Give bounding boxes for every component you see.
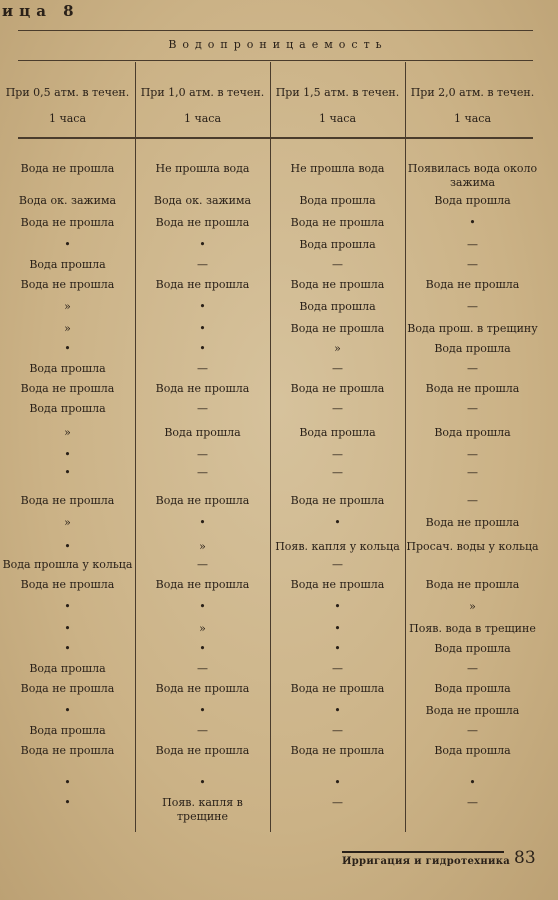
table-cell: Вода не прошла xyxy=(20,578,115,591)
table-cell: — xyxy=(467,238,478,251)
table-cell: Просач. воды у кольца xyxy=(406,540,539,553)
table-cell: Вода ок. зажима xyxy=(18,194,117,207)
table-cell: • xyxy=(199,704,206,717)
table-row xyxy=(0,704,540,726)
table-cell: • xyxy=(64,342,71,355)
table-cell: Вода не прошла xyxy=(20,216,115,229)
table-row xyxy=(0,258,540,280)
table-cell: • xyxy=(199,776,206,789)
table-row xyxy=(0,300,540,322)
table-cell: » xyxy=(64,300,71,313)
table-row xyxy=(0,682,540,704)
title-rule xyxy=(18,60,533,61)
table-cell: Не прошла вода xyxy=(155,162,250,175)
table-cell: Вода прошла xyxy=(29,402,106,415)
table-cell: — xyxy=(197,258,208,271)
table-cell: • xyxy=(64,600,71,613)
table-row xyxy=(0,162,540,189)
table-cell: Вода не прошла xyxy=(155,682,250,695)
footer-rule xyxy=(342,851,504,853)
table-cell: Вода не прошла xyxy=(155,382,250,395)
table-cell: — xyxy=(467,724,478,737)
table-cell: • xyxy=(334,622,341,635)
table-cell: » xyxy=(64,322,71,335)
table-cell: » xyxy=(199,622,206,635)
table-cell: Вода не прошла xyxy=(290,682,385,695)
table-cell: Вода ок. зажима xyxy=(153,194,252,207)
table-cell: • xyxy=(199,322,206,335)
table-cell: — xyxy=(467,494,478,507)
table-cell: Вода прошла xyxy=(29,662,106,675)
table-cell: Вода не прошла xyxy=(425,704,520,717)
table-row xyxy=(0,278,540,300)
table-cell: — xyxy=(467,258,478,271)
table-cell: Вода не прошла xyxy=(290,216,385,229)
table-cell: — xyxy=(467,402,478,415)
table-cell: — xyxy=(467,662,478,675)
column-header-0-5-atm: При 0,5 атм. в течен. 1 часа xyxy=(5,86,130,125)
table-cell: • xyxy=(199,516,206,529)
table-cell: • xyxy=(64,466,71,479)
table-row xyxy=(0,382,540,404)
table-cell: Вода не прошла xyxy=(155,578,250,591)
table-cell: » xyxy=(64,516,71,529)
table-cell: • xyxy=(64,448,71,461)
table-cell: Вода не прошла xyxy=(20,278,115,291)
table-cell: Вода не прошла xyxy=(20,162,115,175)
table-cell: — xyxy=(332,466,343,479)
table-cell: • xyxy=(199,342,206,355)
table-row xyxy=(0,622,540,644)
table-cell: Вода прошла xyxy=(434,642,511,655)
table-cell: — xyxy=(197,362,208,375)
table-cell: Не прошла вода xyxy=(290,162,385,175)
table-row xyxy=(0,238,540,260)
table-cell: Вода прошла xyxy=(164,426,241,439)
table-cell: Вода не прошла xyxy=(20,744,115,757)
table-row xyxy=(0,744,540,766)
table-cell: » xyxy=(64,426,71,439)
table-row xyxy=(0,322,540,344)
table-row xyxy=(0,516,540,538)
table-row xyxy=(0,724,540,746)
table-cell: Вода не прошла xyxy=(155,494,250,507)
table-cell: • xyxy=(199,600,206,613)
table-cell: — xyxy=(467,466,478,479)
table-cell: Вода прошла xyxy=(299,238,376,251)
table-cell: Вода прошла xyxy=(299,194,376,207)
table-title: Водопроницаемость xyxy=(168,38,388,51)
table-row xyxy=(0,662,540,684)
table-cell: Вода прошла у кольца xyxy=(2,558,133,571)
table-cell: » xyxy=(199,540,206,553)
table-number-fragment: ица 8 xyxy=(2,2,80,20)
table-cell: Вода не прошла xyxy=(20,682,115,695)
table-cell: — xyxy=(467,796,478,809)
table-cell: Вода не прошла xyxy=(425,278,520,291)
table-cell: • xyxy=(469,216,476,229)
table-row xyxy=(0,342,540,364)
table-cell: • xyxy=(469,776,476,789)
table-cell: — xyxy=(467,362,478,375)
table-cell: Вода не прошла xyxy=(290,578,385,591)
table-row xyxy=(0,776,540,798)
table-row xyxy=(0,402,540,424)
journal-title: Ирригация и гидротехника xyxy=(342,856,511,867)
table-cell: » xyxy=(334,342,341,355)
table-row xyxy=(0,466,540,488)
table-cell: — xyxy=(197,402,208,415)
header-bottom-rule xyxy=(18,137,533,139)
table-cell: • xyxy=(64,704,71,717)
table-cell: Вода прошла xyxy=(434,744,511,757)
table-row xyxy=(0,194,540,216)
table-cell: Вода не прошла xyxy=(425,516,520,529)
table-cell: Вода не прошла xyxy=(290,744,385,757)
table-cell: Вода не прошла xyxy=(290,494,385,507)
table-cell: — xyxy=(332,448,343,461)
table-row xyxy=(0,578,540,600)
table-cell: — xyxy=(332,558,343,571)
table-cell: • xyxy=(64,776,71,789)
table-cell: Появ. капля у кольца xyxy=(275,540,400,553)
table-cell: — xyxy=(332,724,343,737)
table-row xyxy=(0,426,540,448)
table-row xyxy=(0,494,540,516)
table-cell: Вода не прошла xyxy=(290,322,385,335)
table-cell: Вода не прошла xyxy=(425,382,520,395)
table-cell: — xyxy=(332,662,343,675)
table-cell: — xyxy=(332,402,343,415)
table-cell: — xyxy=(197,558,208,571)
table-cell: Вода не прошла xyxy=(155,278,250,291)
column-header-1-5-atm: При 1,5 атм. в течен. 1 часа xyxy=(275,86,400,125)
table-cell: • xyxy=(64,642,71,655)
table-cell: Появ. вода в трещине xyxy=(409,622,536,635)
table-cell: Вода прошла xyxy=(29,724,106,737)
page-number: 83 xyxy=(514,848,536,868)
table-cell: • xyxy=(64,796,71,809)
table-cell: Вода не прошла xyxy=(290,278,385,291)
table-cell: • xyxy=(334,776,341,789)
table-cell: Вода прошла xyxy=(299,300,376,313)
table-cell: • xyxy=(64,622,71,635)
table-cell: — xyxy=(332,362,343,375)
table-cell: Вода прошла xyxy=(299,426,376,439)
table-cell: — xyxy=(332,796,343,809)
table-cell: • xyxy=(334,600,341,613)
table-cell: • xyxy=(334,642,341,655)
table-cell: — xyxy=(467,300,478,313)
table-cell: • xyxy=(334,516,341,529)
column-header-2-0-atm: При 2,0 атм. в течен. 1 часа xyxy=(410,86,535,125)
table-cell: • xyxy=(199,238,206,251)
table-row xyxy=(0,362,540,384)
table-cell: Вода не прошла xyxy=(155,216,250,229)
table-cell: — xyxy=(197,724,208,737)
table-cell: • xyxy=(334,704,341,717)
top-rule xyxy=(18,30,533,31)
table-cell: Появ. капля в трещине xyxy=(162,796,243,823)
table-cell: Вода не прошла xyxy=(290,382,385,395)
table-cell: • xyxy=(64,540,71,553)
table-cell: — xyxy=(197,662,208,675)
table-cell: » xyxy=(469,600,476,613)
table-cell: Появилась вода около зажима xyxy=(407,162,538,189)
table-cell: Вода прошла xyxy=(434,426,511,439)
table-cell: Вода не прошла xyxy=(20,382,115,395)
table-cell: Вода прошла xyxy=(29,362,106,375)
table-cell: Вода прошла xyxy=(434,194,511,207)
table-cell: Вода не прошла xyxy=(425,578,520,591)
table-cell: Вода не прошла xyxy=(20,494,115,507)
table-row xyxy=(0,558,540,580)
table-row xyxy=(0,216,540,238)
table-cell: Вода прошла xyxy=(434,342,511,355)
table-cell: • xyxy=(199,642,206,655)
table-cell: — xyxy=(332,258,343,271)
table-cell: — xyxy=(197,466,208,479)
table-cell: Вода не прошла xyxy=(155,744,250,757)
table-cell: Вода прош. в трещину xyxy=(407,322,538,335)
table-cell: • xyxy=(199,300,206,313)
table-cell: Вода прошла xyxy=(29,258,106,271)
table-row xyxy=(0,600,540,622)
table-cell: Вода прошла xyxy=(434,682,511,695)
table-cell: — xyxy=(197,448,208,461)
table-row xyxy=(0,642,540,664)
column-header-1-0-atm: При 1,0 атм. в течен. 1 часа xyxy=(140,86,265,125)
table-cell: — xyxy=(467,448,478,461)
table-cell: • xyxy=(64,238,71,251)
table-row xyxy=(0,796,540,823)
